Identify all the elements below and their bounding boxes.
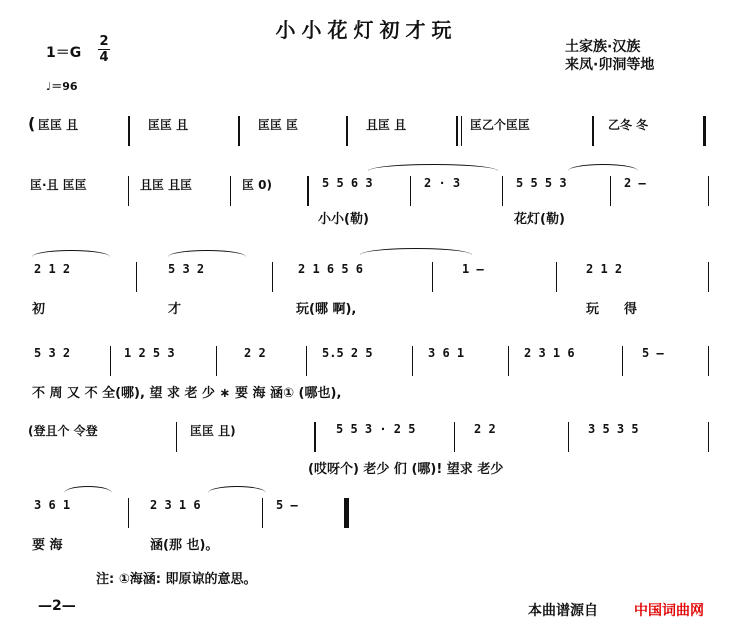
measure: 2 3 1 6 (150, 498, 201, 512)
measure: 5.5 2 5 (322, 346, 373, 360)
measure: 5 5 3 · 2 5 (336, 422, 416, 436)
slur (208, 486, 266, 493)
slur (568, 164, 638, 171)
source-label: 本曲谱源自 (528, 603, 598, 619)
barline (136, 262, 137, 292)
measure: 2 — (624, 176, 646, 190)
measure: 5 — (276, 498, 298, 512)
barline (272, 262, 273, 292)
slur (168, 250, 246, 257)
key-signature: 1＝G (46, 45, 82, 61)
barline (307, 176, 309, 206)
barline (314, 422, 316, 452)
measure: 3 6 1 (428, 346, 465, 360)
measure: 且匡 且 (366, 118, 407, 132)
barline (502, 176, 503, 206)
barline (306, 346, 307, 376)
lyric: 才 (168, 302, 182, 317)
measure: 2 2 (474, 422, 496, 436)
region-label: 来凤·卯洞等地 (565, 57, 655, 73)
time-signature (98, 34, 110, 65)
barline (346, 116, 348, 146)
lyric: 初 (32, 302, 46, 317)
measure: 1 — (462, 262, 484, 276)
measure: 匡匡 且) (190, 424, 236, 438)
ethnicity-label: 土家族·汉族 (565, 39, 641, 55)
final-barline (344, 498, 349, 528)
slur (368, 164, 498, 171)
lyric: 得 (624, 302, 638, 317)
measure: 匡匡 且 (38, 118, 79, 132)
measure: 2 1 2 (586, 262, 623, 276)
repeat-barline (456, 116, 458, 146)
barline (454, 422, 455, 452)
measure: 5 5 6 3 (322, 176, 373, 190)
slur (64, 486, 112, 493)
paren-open: ( (28, 114, 36, 133)
lyric: 不 周 又 不 全(哪), 望 求 老 少 ∗ 要 海 涵① (哪也), (32, 386, 342, 401)
page-number: —2— (38, 598, 76, 614)
barline (412, 346, 413, 376)
barline (708, 346, 709, 376)
barline (410, 176, 411, 206)
score-row-4 (0, 346, 733, 380)
measure: 匡 0) (242, 178, 273, 192)
footnote: 注: ①海涵: 即原谅的意思。 (96, 572, 257, 587)
measure: 匡匡 且 (148, 118, 189, 132)
measure: 1 2 5 3 (124, 346, 175, 360)
time-numerator: 2 (99, 34, 109, 49)
lyric: (哎呀个) 老少 们 (哪)! 望求 老少 (308, 462, 504, 477)
measure: 5 3 2 (34, 346, 71, 360)
barline (708, 176, 709, 206)
barline (176, 422, 177, 452)
measure: 匡匡 匡 (258, 118, 299, 132)
repeat-barline-thin (461, 116, 462, 146)
lyric: 玩(哪 啊), (296, 302, 357, 317)
source-site-link[interactable]: 中国词曲网 (634, 603, 704, 619)
time-denominator: 4 (99, 50, 109, 65)
barline (110, 346, 111, 376)
barline (128, 116, 130, 146)
measure: 2 3 1 6 (524, 346, 575, 360)
lyric: 要 海 (32, 538, 63, 553)
score-row-2 (0, 176, 733, 210)
lyric: 花灯(勒) (514, 212, 565, 227)
tempo-mark: ♩＝96 (46, 80, 78, 93)
measure: 2 2 (244, 346, 266, 360)
barline (708, 262, 709, 292)
barline (622, 346, 623, 376)
barline (128, 498, 129, 528)
measure: (登且个 令登 (28, 424, 98, 438)
measure: 5 — (642, 346, 664, 360)
measure: 3 5 3 5 (588, 422, 639, 436)
measure: 2 1 6 5 6 (298, 262, 364, 276)
measure: 2 · 3 (424, 176, 461, 190)
barline (128, 176, 129, 206)
measure: 乙冬 冬 (608, 118, 649, 132)
lyric: 小小(勒) (318, 212, 369, 227)
slur (360, 248, 472, 255)
measure: 2 1 2 (34, 262, 71, 276)
measure: 且匡 且匡 (140, 178, 193, 192)
score-row-1 (0, 116, 733, 150)
measure: 匡·且 匡匡 (30, 178, 87, 192)
barline (238, 116, 240, 146)
barline (556, 262, 557, 292)
lyric: 涵(那 也)。 (150, 538, 219, 553)
repeat-end-barline (703, 116, 706, 146)
barline (230, 176, 231, 206)
page-title: 小小花灯初才玩 (275, 18, 458, 42)
score-row-6 (0, 498, 733, 532)
barline (592, 116, 594, 146)
barline (708, 422, 709, 452)
lyric: 玩 (586, 302, 600, 317)
barline (432, 262, 433, 292)
slur (32, 250, 110, 257)
measure: 匡乙个匡匡 (470, 118, 531, 132)
barline (262, 498, 263, 528)
barline (568, 422, 569, 452)
barline (610, 176, 611, 206)
score-row-5 (0, 422, 733, 456)
measure: 5 3 2 (168, 262, 205, 276)
measure: 5 5 5 3 (516, 176, 567, 190)
measure: 3 6 1 (34, 498, 71, 512)
barline (508, 346, 509, 376)
barline (216, 346, 217, 376)
score-row-3 (0, 262, 733, 296)
